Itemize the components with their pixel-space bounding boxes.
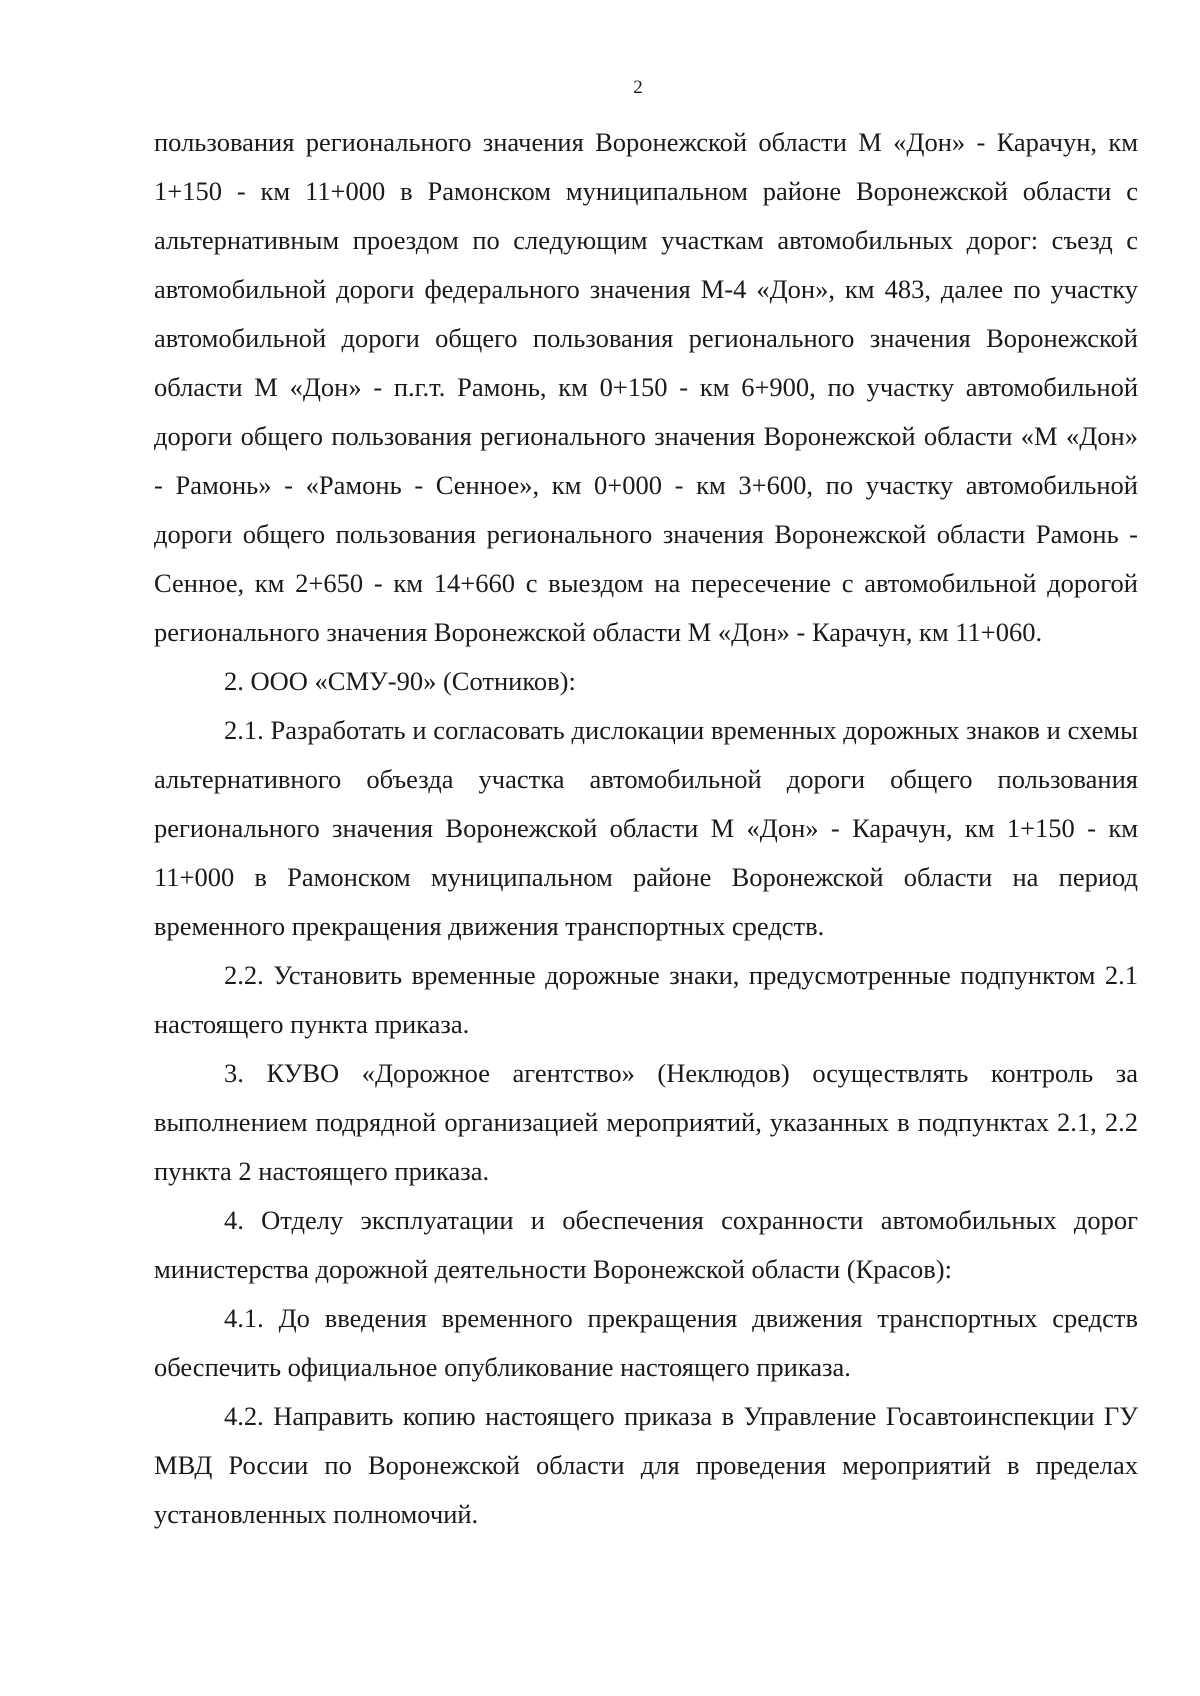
paragraph-item-2: 2. ООО «СМУ-90» (Сотников): xyxy=(224,666,576,696)
paragraph-item-3: 3. КУВО «Дорожное агентство» (Неклюдов) осуществлять контроль за выполнением подрядной организацией мероприятий, указанных в подпунктах 2.1, 2.2 пункта 2 настоящего приказа. xyxy=(154,1058,1138,1186)
paragraph-item-4-1: 4.1. До введения временного прекращения движения транспортных средств обеспечить официальное опубликование настоящего приказа. xyxy=(154,1303,1138,1382)
page-number: 2 xyxy=(633,77,643,98)
paragraph-continuation: пользования регионального значения Воронежской области М «Дон» - Карачун, км 1+150 - км 11+000 в Рамонском муниципальном районе Воронежской области с альтернативным проездом по следующим участкам автомобильных дорог: съезд с автомобильной дороги федерального значения М-4 «Дон», км 483, далее по участку автомобильной дороги общего пользования регионального значения Воронежской области М «Дон» - п.г.т. Рамонь, км 0+150 - км 6+900, по участку автомобильной дороги общего пользования регионального значения Воронежской области «М «Дон» - Рамонь» - «Рамонь - Сенное», км 0+000 - км 3+600, по участку автомобильной дороги общего пользования регионального значения Воронежской области Рамонь - Сенное, км 2+650 - км 14+660 с выездом на пересечение с автомобильной дорогой регионального значения Воронежской области М «Дон» - Карачун, км 11+060. xyxy=(154,127,1138,647)
paragraph-item-4-2: 4.2. Направить копию настоящего приказа в Управление Госавтоинспекции ГУ МВД России по Воронежской области для проведения мероприятий в пределах установленных полномочий. xyxy=(154,1401,1138,1529)
document-body xyxy=(154,118,1138,1539)
paragraph-item-4: 4. Отделу эксплуатации и обеспечения сохранности автомобильных дорог министерства дорожной деятельности Воронежской области (Красов): xyxy=(154,1205,1138,1284)
paragraph-item-2-1: 2.1. Разработать и согласовать дислокации временных дорожных знаков и схемы альтернативного объезда участка автомобильной дороги общего пользования регионального значения Воронежской области М «Дон» - Карачун, км 1+150 - км 11+000 в Рамонском муниципальном районе Воронежской области на период временного прекращения движения транспортных средств. xyxy=(154,715,1138,941)
paragraph-item-2-2: 2.2. Установить временные дорожные знаки, предусмотренные подпунктом 2.1 настоящего пункта приказа. xyxy=(154,960,1138,1039)
